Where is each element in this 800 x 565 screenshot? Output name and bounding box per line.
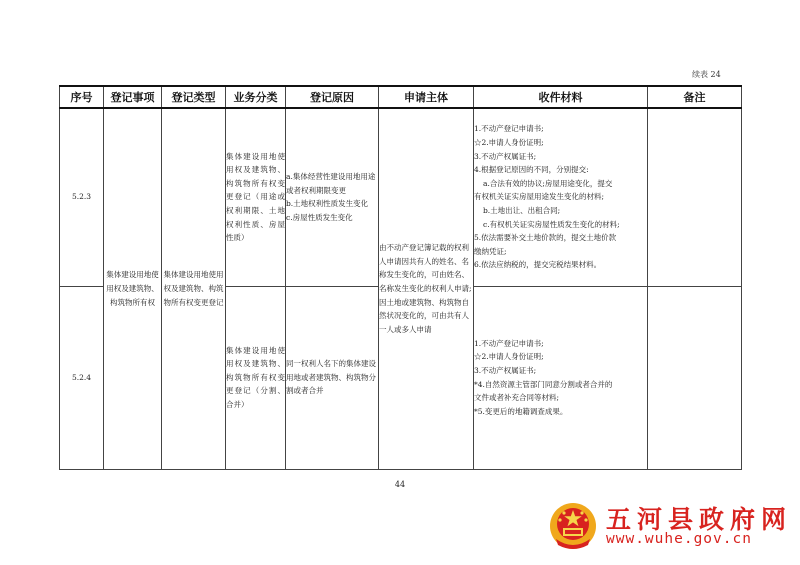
column-header: 业务分类 xyxy=(226,86,286,108)
column-header: 备注 xyxy=(648,86,742,108)
registration-reason-cell xyxy=(286,108,379,286)
national-emblem-icon xyxy=(548,501,598,551)
sequence-cell: 5.2.4 xyxy=(60,286,104,469)
material-line: 5.依法需要补交土地价款的，提交土地价款 xyxy=(474,233,617,243)
reason-line: b.土地权利性质发生变化 xyxy=(286,199,369,209)
material-line: 3.不动产权属证书; xyxy=(474,151,537,161)
column-header: 登记事项 xyxy=(104,86,162,108)
material-line: 3.不动产权属证书; xyxy=(474,365,537,375)
material-line: b.土地出让、出租合同; xyxy=(483,206,561,216)
sequence-cell: 5.2.3 xyxy=(60,108,104,286)
continued-label: 续表 24 xyxy=(692,70,721,79)
reason-line: c.房屋性质发生变化 xyxy=(286,212,353,222)
page-number: 44 xyxy=(394,480,406,489)
material-line: a.合法有效的协议;房屋用途变化，提交 xyxy=(483,178,613,188)
material-line: ☆2.申请人身份证明; xyxy=(474,352,544,362)
registration-table xyxy=(59,85,742,470)
column-header: 序号 xyxy=(60,86,104,108)
material-line: 6.依法应纳税的，提交完税结果材料。 xyxy=(474,260,602,270)
registration-item-cell: 集体建设用地使用权及建筑物、构筑物所有权 xyxy=(104,108,162,469)
material-line: 缴纳凭证; xyxy=(474,246,507,256)
business-category-cell: 集体建设用地使用权及建筑物、构筑物所有权变更登记（用途或权利期限、土地权利性质、房屋性质） xyxy=(226,108,286,286)
material-line: 4.根据登记原因的不同，分别提交: xyxy=(474,165,589,175)
material-line: *5.变更后的地籍调查成果。 xyxy=(474,406,568,416)
column-header: 登记类型 xyxy=(162,86,226,108)
material-line: 有权机关证实房屋用途发生变化的材料; xyxy=(474,192,605,202)
reason-line: 同一权利人名下的集体建设用地或者建筑物、构筑物分割或者合并 xyxy=(286,359,376,396)
remarks-cell xyxy=(648,108,742,286)
reason-line: a.集体经营性建设用地用途或者权利期限变更 xyxy=(286,172,376,195)
materials-cell xyxy=(474,286,648,469)
material-line: 1.不动产登记申请书; xyxy=(474,124,544,134)
material-line: c.有权机关证实房屋性质发生变化的材料; xyxy=(483,219,620,229)
column-header: 申请主体 xyxy=(379,86,474,108)
column-header: 登记原因 xyxy=(286,86,379,108)
material-line: ☆2.申请人身份证明; xyxy=(474,138,544,148)
column-header: 收件材料 xyxy=(474,86,648,108)
business-category-cell: 集体建设用地使用权及建筑物、构筑物所有权变更登记（分割、合并） xyxy=(226,286,286,469)
remarks-cell xyxy=(648,286,742,469)
material-line: 1.不动产登记申请书; xyxy=(474,338,544,348)
material-line: *4.自然资源主管部门同意分割或者合并的 xyxy=(474,379,613,389)
applicant-cell: 由不动产登记簿记载的权利人申请因共有人的姓名、名称发生变化的，可由姓名、名称发生变化的权利人申请;因土地或建筑物、构筑物自然状况变化的，可由共有人一人或多人申请 xyxy=(379,108,474,469)
header-row xyxy=(60,86,742,108)
registration-reason-cell xyxy=(286,286,379,469)
materials-cell xyxy=(474,108,648,286)
site-url: www.wuhe.gov.cn xyxy=(606,531,752,547)
site-name: 五河县政府网 xyxy=(606,505,793,534)
registration-type-cell: 集体建设用地使用权及建筑物、构筑物所有权变更登记 xyxy=(162,108,226,469)
table-row xyxy=(60,108,742,286)
material-line: 文件或者补充合同等材料; xyxy=(474,393,560,403)
